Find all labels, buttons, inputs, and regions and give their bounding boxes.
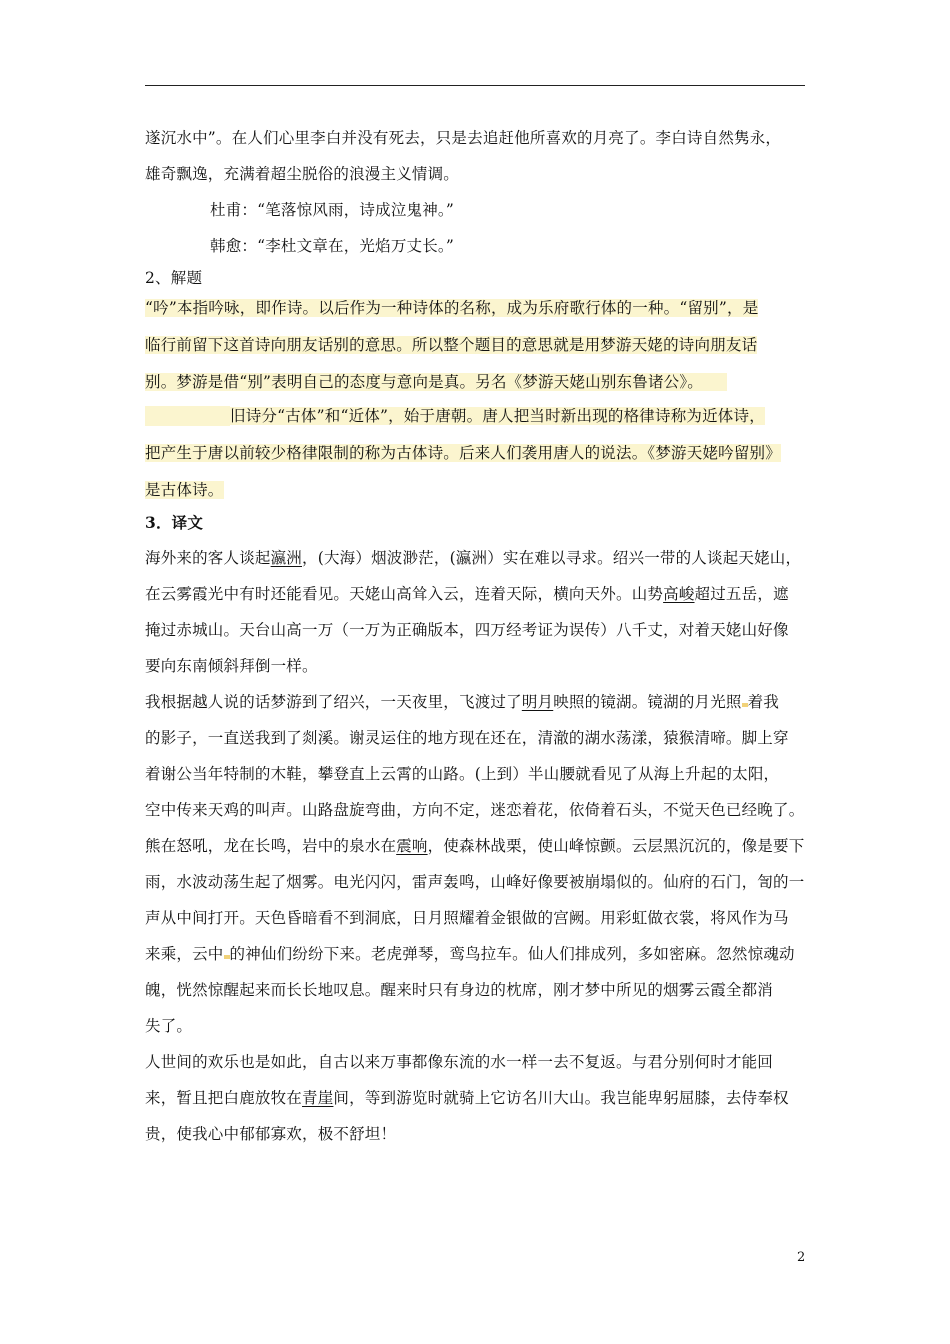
- term-mingyue: 明月: [521, 693, 554, 711]
- translation-p2-line-9: 魄，恍然惊醒起来而长长地叹息。醒来时只有身边的枕席，刚才梦中所见的烟雾云霞全都消: [145, 981, 774, 999]
- translation-p1-line-2: 在云雾霞光中有时还能看见。天姥山高耸入云，连着天际，横向天外。山势高峻超过五岳，遮: [145, 585, 789, 603]
- translation-p2-line-5: 熊在怒吼，龙在长鸣，岩中的泉水在震响，使森林战栗，使山峰惊颤。云层黑沉沉的，像是要下: [145, 837, 805, 855]
- translation-p3-line-2: 来，暂且把白鹿放牧在青崖间，等到游览时就骑上它访名川大山。我岂能卑躬屈膝，去侍奉权: [145, 1089, 789, 1107]
- term-qingya: 青崖: [302, 1089, 334, 1107]
- translation-p2-line-10: 失了。: [145, 1017, 193, 1035]
- translation-p3-line-1: 人世间的欢乐也是如此，自古以来万事都像东流的水一样一去不复返。与君分别何时才能回: [145, 1053, 774, 1071]
- quote-hanyu: 韩愈：“李杜文章在，光焰万丈长。”: [210, 237, 454, 255]
- highlight-indent: [145, 406, 230, 426]
- translation-p2-line-6: 雨，水波动荡生起了烟雾。电光闪闪，雷声轰鸣，山峰好像要被崩塌似的。仙府的石门，訇的一: [145, 873, 805, 891]
- header-rule: [145, 85, 805, 86]
- term-gaojun: 高峻: [663, 585, 695, 603]
- translation-p2-line-3: 着谢公当年特制的木鞋，攀登直上云霄的山路。(上到）半山腰就看见了从海上升起的太阳，: [145, 765, 780, 783]
- intro-line-2: 雄奇飘逸，充满着超尘脱俗的浪漫主义情调。: [145, 165, 460, 183]
- quote-dufu: 杜甫：“笔落惊风雨，诗成泣鬼神。”: [210, 201, 454, 219]
- term-zhenxiang: 震响: [396, 837, 428, 855]
- translation-p1-line-1: 海外来的客人谈起瀛洲，(大海）烟波渺茫，(瀛洲）实在难以寻求。绍兴一带的人谈起天姥山，: [145, 549, 802, 567]
- section-2-line-2: 临行前留下这首诗向朋友话别的意思。所以整个题目的意思就是用梦游天姥的诗向朋友话: [145, 336, 758, 354]
- section-2-line-1: “吟”本指吟咏，即作诗。以后作为一种诗体的名称，成为乐府歌行体的一种。“留别”，是: [145, 299, 759, 317]
- intro-line-1: 遂沉水中”。在人们心里李白并没有死去，只是去追赶他所喜欢的月亮了。李白诗自然隽永，: [145, 129, 782, 147]
- translation-p2-line-8: 来乘，云中 的神仙们纷纷下来。老虎弹琴，鸾鸟拉车。仙人们排成列，多如密麻。忽然惊魂动: [145, 945, 795, 963]
- section-2-line-5: 把产生于唐以前较少格律限制的称为古体诗。后来人们袭用唐人的说法。《梦游天姥吟留别》: [145, 444, 781, 462]
- section-2-heading: 2、解题: [145, 269, 203, 287]
- section-3-heading: 3．译文: [145, 513, 204, 532]
- translation-p2-line-7: 声从中间打开。天色昏暗看不到洞底，日月照耀着金银做的宫阙。用彩虹做衣裳，将风作为马: [145, 909, 789, 927]
- translation-p3-line-3: 贵，使我心中郁郁寡欢，极不舒坦！: [145, 1125, 397, 1143]
- translation-p2-line-4: 空中传来天鸡的叫声。山路盘旋弯曲，方向不定，迷恋着花，依倚着石头，不觉天色已经晚了。: [145, 801, 805, 819]
- section-2-line-6: 是古体诗。: [145, 481, 224, 499]
- section-2-line-3: 别。梦游是借“别”表明自己的态度与意向是真。另名《梦游天姥山别东鲁诸公》。: [145, 373, 727, 391]
- translation-p2-line-2: 的影子，一直送我到了剡溪。谢灵运住的地方现在还在，清澈的湖水荡漾，猿猴清啼。脚上穿: [145, 729, 789, 747]
- section-2-line-4: 旧诗分“古体”和“近体”，始于唐朝。唐人把当时新出现的格律诗称为近体诗，: [230, 407, 765, 425]
- translation-p2-line-1: 我根据越人说的话梦游到了绍兴，一天夜里，飞渡过了明月映照的镜湖。镜湖的月光照 着我: [145, 693, 780, 711]
- term-yingzhou: 瀛洲: [270, 549, 303, 567]
- translation-p1-line-3: 掩过赤城山。天台山高一万（一万为正确版本，四万经考证为误传）八千丈，对着天姥山好像: [145, 621, 789, 639]
- page-number: 2: [797, 1250, 806, 1265]
- translation-p1-line-4: 要向东南倾斜拜倒一样。: [145, 657, 318, 675]
